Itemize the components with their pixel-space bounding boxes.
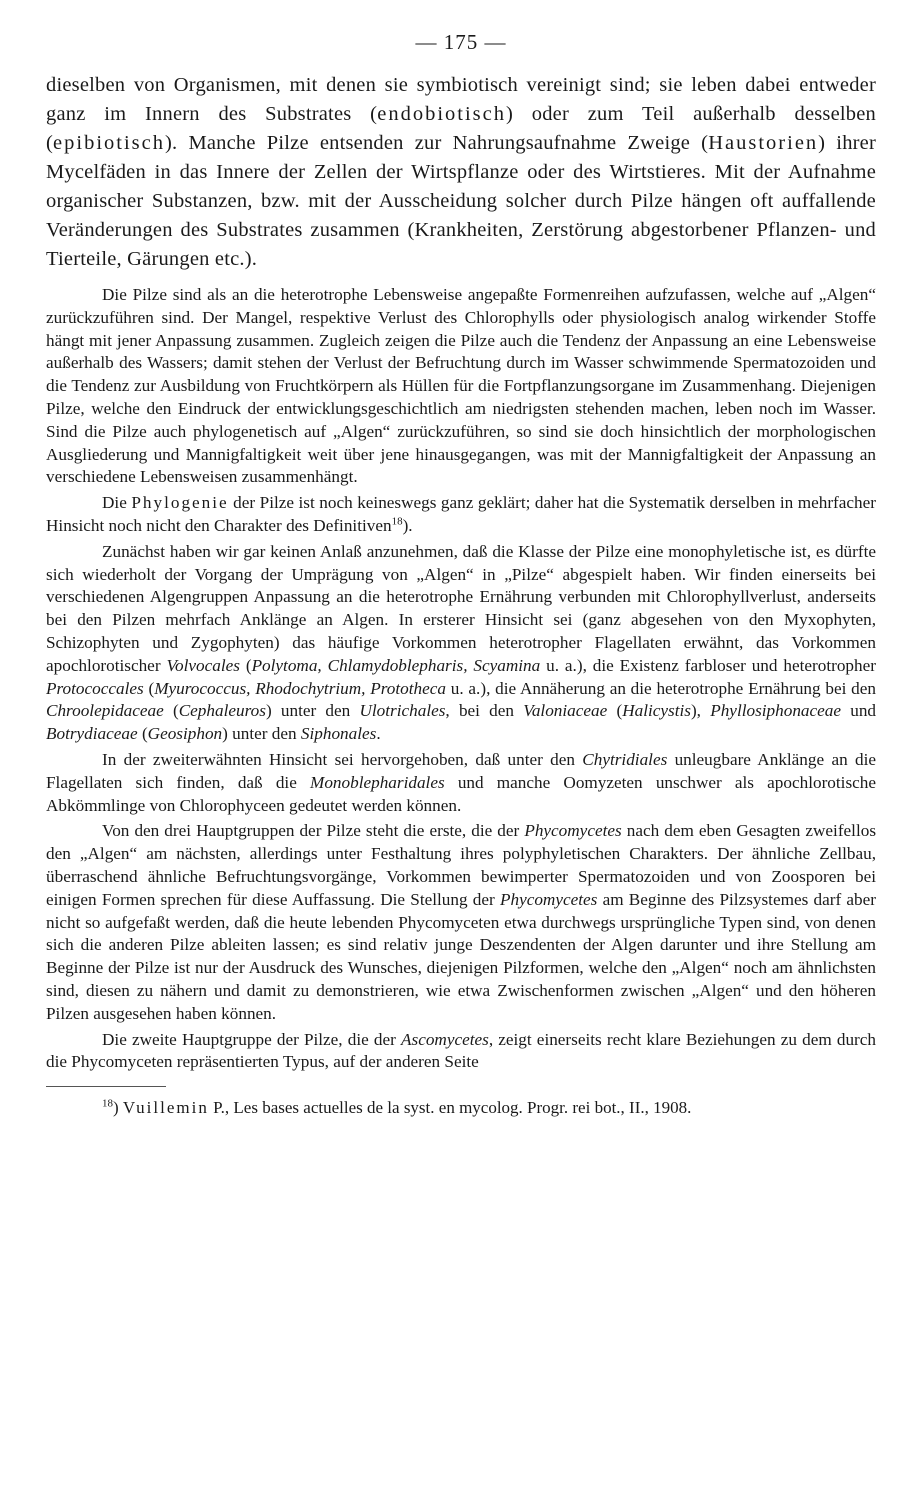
text-run: dieselben von Organismen, mit denen sie symbiotisch vereinigt sind; sie leben dabei entweder ganz im Innern des Substrates ( [46, 74, 876, 125]
taxon-name: Polytoma, Chlamydoblepharis, Scyamina [251, 655, 541, 675]
taxon-name: Chroolepidaceae [46, 701, 164, 721]
text-run: P., Les bases actuelles de la syst. en mycolog. Progr. rei bot., II., 1908. [208, 1098, 692, 1118]
taxon-name: Valoniaceae [523, 701, 608, 721]
intro-section [46, 71, 876, 274]
text-run: ( [163, 701, 179, 721]
taxon-name: Volvocales [166, 655, 240, 675]
page-number: — 175 — [415, 30, 507, 54]
text-run: am Beginne des Pilzsystemes darf aber nicht so aufgefaßt werden, daß die heute lebenden Phycomyceten etwa durchwegs ursprüngliche Typen sind, von denen sich die anderen Pilze ableiten lassen; es sind relativ junge Deszendenten der Algen darunter und ihre Stellung am Beginne der Pilze ist nur der Ausdruck des Wunsches, diejenigen Pilzformen, welche den „Algen“ noch am ähnlichsten sind, diesen zu nähern und damit zu demonstrieren, wie etwa Zwischenformen zwischen „Algen“ und den höheren Pilzen ausgesehen haben können. [46, 889, 876, 1023]
text-run: u. a.), die Annäherung an die heterotrophe Ernährung bei den [445, 678, 876, 698]
text-run: Zunächst haben wir gar keinen Anlaß anzunehmen, daß die Klasse der Pilze eine monophyletische ist, es dürfte sich wiederholt der Vorgang der Umprägung von „Algen“ in „Pilze“ abgespielt haben. Wir finden einerseits bei verschiedenen Algengruppen Anpassung an die heterotrophe Ernährung verbunden mit Chlorophyllverlust, anderseits bei den Pilzen mehrfach Anklänge an Algen. In ersterer Hinsicht sei (ganz abgesehen von den Myxophyten, Schizophyten und Zygophyten) das häufige Vorkommen heterotropher Flagellaten erwähnt, das Vorkommen apochlorotischer [46, 541, 876, 675]
taxon-name: Halicystis [622, 701, 691, 721]
paragraph-6 [46, 1029, 876, 1075]
spaced-term: Phylogenie [131, 493, 229, 513]
text-run: ( [143, 678, 155, 698]
text-run: ). Manche Pilze entsenden zur Nahrungsaufnahme Zweige ( [165, 132, 709, 154]
footnote-divider [46, 1086, 166, 1087]
taxon-name: Phyllosiphonaceae [710, 701, 841, 721]
text-run: , bei den [445, 701, 524, 721]
paragraph-4 [46, 749, 876, 817]
taxon-name: Siphonales [300, 724, 377, 744]
text-run: unleugbare Anklänge an die Flagellaten sich finden, daß die [46, 749, 876, 792]
taxon-name: Cephaleuros [178, 701, 266, 721]
text-run: , zeigt einerseits recht klare Beziehungen zu dem durch die Phycomyceten repräsentierten Typus, auf der anderen Seite [46, 1029, 876, 1072]
footnote-ref: 18 [391, 515, 403, 528]
text-run: . [376, 724, 381, 744]
text-run: ). [402, 515, 413, 535]
taxon-name: Botrydiaceae [46, 724, 138, 744]
paragraph-5 [46, 820, 876, 1025]
text-run: Die [102, 493, 132, 513]
text-run: ( [607, 701, 623, 721]
text-run: Von den drei Hauptgruppen der Pilze steht die erste, die der [102, 821, 525, 841]
text-run: ), [690, 701, 711, 721]
text-run: ( [137, 724, 148, 744]
taxon-name: Monoblepharidales [310, 772, 445, 792]
taxon-name: Phycomycetes [524, 821, 622, 841]
text-run: Die zweite Hauptgruppe der Pilze, die der [102, 1029, 401, 1049]
taxon-name: Myurococcus, Rhodochytrium, Prototheca [154, 678, 446, 698]
text-run: In der zweiterwähnten Hinsicht sei hervorgehoben, daß unter den [102, 749, 583, 769]
text-run: ) unter den [222, 724, 301, 744]
text-run: und [841, 701, 877, 721]
text-run: ) unter den [265, 701, 360, 721]
footnote [46, 1097, 876, 1119]
intro-paragraph [46, 71, 876, 274]
text-run: ( [239, 655, 252, 675]
paragraph-1: Die Pilze sind als an die heterotrophe Lebensweise angepaßte Formenreihen aufzufassen, welche auf „Algen“ zurückzuführen sind. Der Mangel, respektive Verlust des Chlorophylls oder physiologisch analog wirkender Stoffe hängt mit jener Anpassung zusammen. Zugleich zeigen die Pilze auch die Tendenz der Anpassung an eine Lebensweise außerhalb des Wassers; damit stehen der Verlust der Befruchtung durch im Wasser schwimmende Spermatozoiden und die Tendenz zur Ausbildung von Fruchtkörpern als Hüllen für die Fortpflanzungsorgane im Zusammenhang. Diejenigen Pilze, welche den Eindruck der entwicklungsgeschichtlich am niedrigsten stehenden machen, leben noch im Wasser. Sind die Pilze auch phylogenetisch auf „Algen“ zurückzuführen, so sind sie doch hinsichtlich der morphologischen Ausgliederung und Mannigfaltigkeit weit über jene hinausgegangen, was mit der Mannigfaltigkeit der Anpassung an verschiedene Lebensweisen zusammenhängt. [46, 285, 876, 487]
footnote-marker: 18 [102, 1097, 113, 1110]
spaced-term: Haustorien [708, 132, 819, 154]
paragraph-2 [46, 492, 876, 538]
taxon-name: Protococcales [46, 678, 144, 698]
taxon-name: Geosiphon [147, 724, 223, 744]
taxon-name: Chytridiales [582, 749, 668, 769]
body-section [46, 284, 876, 1074]
taxon-name: Ulotrichales [359, 701, 446, 721]
text-run: der Pilze ist noch keineswegs ganz geklärt; daher hat die Systematik derselben in mehrfacher Hinsicht noch nicht den Charakter des Definitiven [46, 493, 876, 535]
text-run: nach dem eben Gesagten zweifellos den „Algen“ am nächsten, allerdings unter Festhaltung ihres polyphyletischen Charakters. Der ähnliche Zellbau, überraschend ähnliche Befruchtungsvorgänge, Vorkommen bewimperter Spermatozoiden und von Zoosporen bei einigen Formen sprechen für diese Auffassung. Die Stellung der [46, 821, 877, 909]
spaced-term: endobiotisch [377, 103, 506, 125]
spaced-term: epibiotisch [53, 132, 165, 154]
taxon-name: Phycomycetes [499, 889, 598, 909]
taxon-name: Ascomycetes [401, 1029, 489, 1049]
text-run: ) [113, 1098, 123, 1118]
text-run: ) ihrer Mycelfäden in das Innere der Zellen der Wirtspflanze oder des Wirtstieres. Mit der Aufnahme organischer Substanzen, bzw. mit der Ausscheidung solcher durch Pilze hängen oft auffallende Veränderungen des Substrates zusammen (Krankheiten, Zerstörung abgestorbener Pflanzen- und Tierteile, Gärungen etc.). [46, 132, 876, 270]
text-run: ) oder zum Teil außerhalb desselben ( [46, 103, 877, 154]
text-run: und manche Oomyzeten unschwer als apochlorotische Abkömmlinge von Chlorophyceen gedeutet werden können. [46, 772, 876, 815]
text-run: u. a.), die Existenz farbloser und heterotropher [540, 655, 876, 675]
page [46, 30, 876, 1119]
footnote-author: Vuillemin [122, 1098, 209, 1118]
paragraph-3 [46, 541, 876, 746]
